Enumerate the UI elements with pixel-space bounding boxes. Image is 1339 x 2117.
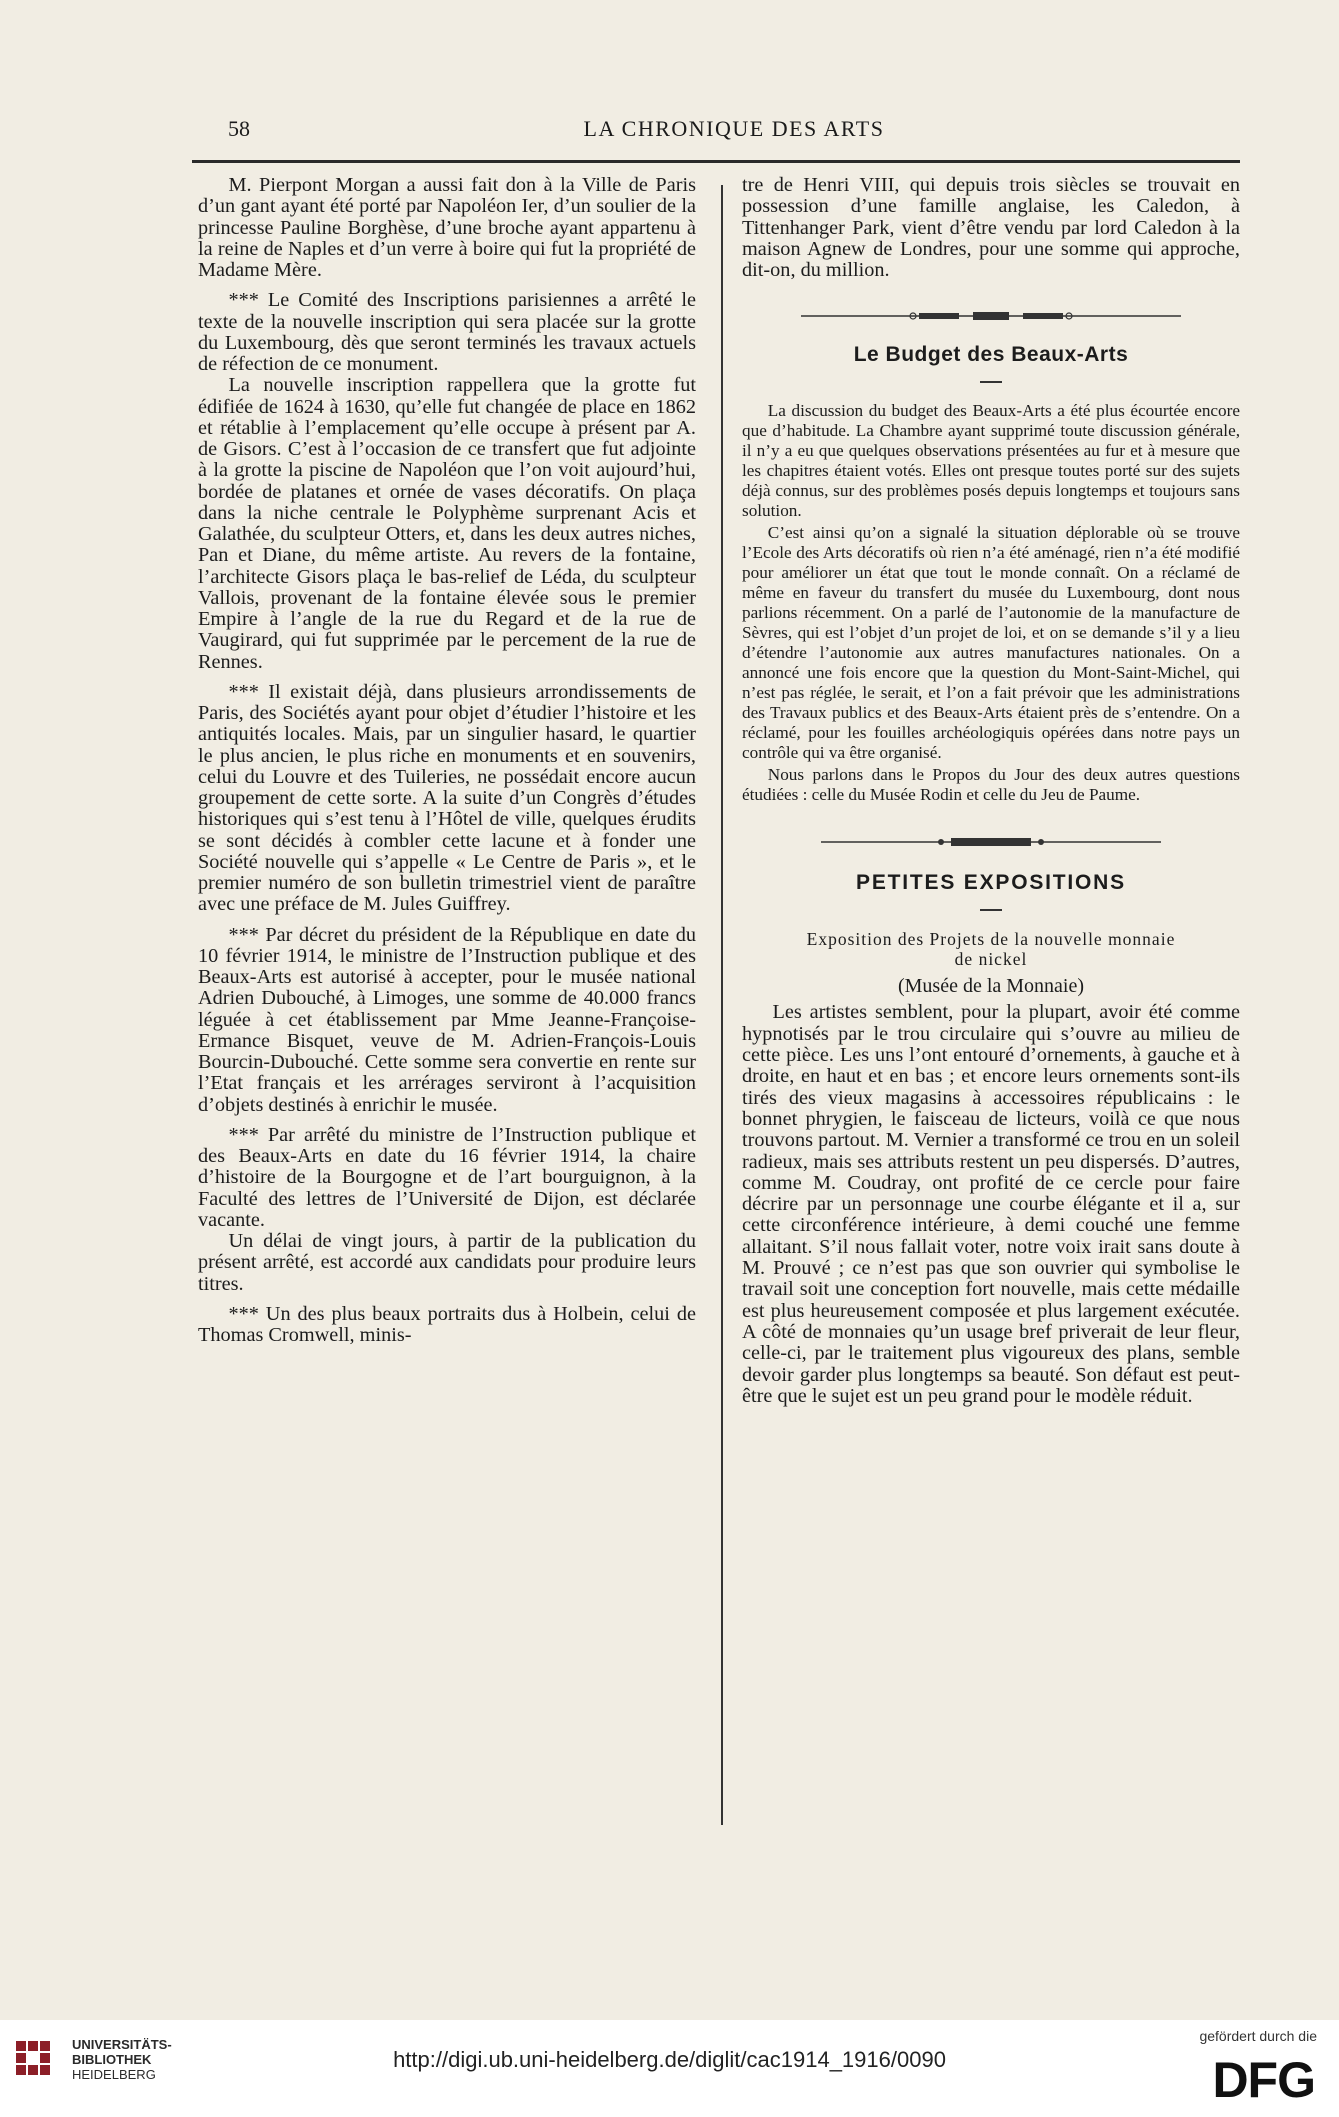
permalink-url[interactable]: http://digi.ub.uni-heidelberg.de/diglit/cac1914_1916/0090 [393,2047,946,2072]
exposition-venue: (Musée de la Monnaie) [897,975,1085,998]
library-name-line: BIBLIOTHEK [72,2052,152,2067]
library-name-line: HEIDELBERG [72,2067,156,2082]
paragraph-centre-de-paris: *** Il existait déjà, dans plusieurs arrondissements de Paris, des Sociétés ayant pour objet d’étudier l’histoire et les antiquités locales. Mais, par un singulier hasard, le quartier le plus ancien, le plus riche en monuments et en souvenirs, celui du Louvre et des Tuileries, ne possédait encore aucun groupement de cette sorte. A la suite d’un Congrès d’études historiques qui s’est tenu à l’Hôtel de ville, quelques érudits se sont décidés à combler cette lacune et à fonder une Société nouvelle qui s’appelle « Le Centre de Paris », et le premier numéro de son bulletin trimestriel vient de paraître avec une préface de M. Jules Guiffrey. [198,680,696,916]
budget-section-title: Le Budget des Beaux-Arts [853,343,1129,367]
paragraph-dijon: *** Par arrêté du ministre de l’Instruction publique et des Beaux-Arts en date du 16 février 1914, la chaire d’histoire de la Bourgogne et de l’art bourguignon, à la Faculté des lettres de l’Université de Dijon, est déclarée vacante. [198,1123,696,1231]
dfg-logo-text: DFG [1212,2052,1315,2105]
budget-paragraph-2: C’est ainsi qu’on a signalé la situation déplorable où se trouve l’Ecole des Arts décoratifs où rien n’a été aménagé, rien n’a été modifié pour améliorer un état que tout le monde connaît. On a réclamé de même en faveur du transfert du musée du Luxembourg, dont nous parlions récemment. On a parlé de l’autonomie de la manufacture de Sèvres, qui est l’objet d’un projet de loi, et on se demande s’il y a lieu d’étendre l’autonomie aux autres manufactures nationales. On a annoncé une fois encore que la question du Mont-Saint-Michel, qui n’est pas réglée, le serait, et l’on a fait prévoir que les administrations des Travaux publics et des Beaux-Arts étaient près de s’entendre. On a réclamé, pour les fouilles archéologiquis opérées dans notre pays un contrôle qui va être organisé. [742,523,1240,763]
page-number: 58 [228,116,250,141]
page-header [228,112,1240,142]
exposition-heading-continued: de nickel [954,949,1028,970]
journal-title: LA CHRONIQUE DES ARTS [583,116,885,141]
ornament-divider [801,835,1181,849]
library-name-line: UNIVERSITÄTS- [72,2037,172,2052]
dfg-logo-icon [1167,2049,1317,2105]
paragraph-holbein: *** Un des plus beaux portraits dus à Holbein, celui de Thomas Cromwell, minis- [198,1302,696,1346]
paragraph-dubouche: *** Par décret du président de la République en date du 10 février 1914, le ministre de l’Instruction publique et des Beaux-Arts est autorisé à accepter, pour le musée national Adrien Dubouché, à Limoges, une somme de 40.000 francs léguée à cet établissement par Mme Jeanne-Françoise-Ermance Bisquet, veuve de M. Adrien-François-Louis Bourcin-Dubouché. Cette somme sera convertie en rente sur l’Etat français et les arrérages serviront à l’acquisition d’objets destinés à enrichir le musée. [198,923,696,1116]
paragraph-grotte: La nouvelle inscription rappellera que la grotte fut édifiée de 1624 à 1630, qu’elle fut changée de place en 1862 et rétablie à l’emplacement qu’elle occupe à présent par A. de Gisors. C’est à l’occasion de ce transfert que fut adjointe à la grotte la piscine de Napoléon que l’on voit aujourd’hui, bordée de platanes et ornée de vases décoratifs. On plaça dans la niche centrale le Polyphème surprenant Acis et Galathée, du sculpteur Otters, et, dans les deux autres niches, Pan et Diane, du même artiste. Au revers de la fontaine, l’architecte Gisors plaça le bas-relief de Léda, du sculpteur Vallois, provenant de la fontaine élevée sous le premier Empire à l’angle de la rue du Regard et de la rue de Vaugirard, qui fut supprimée par le percement de la rue de Rennes. [198,374,696,673]
right-column [742,175,1240,1407]
title-dash [980,381,1002,383]
column-separator [721,185,723,1825]
funding-note: gefördert durch die [1199,2028,1317,2044]
ornament-divider [801,309,1181,323]
paragraph-inscriptions: *** Le Comité des Inscriptions parisiennes a arrêté le texte de la nouvelle inscription qui sera placée sur la grotte du Luxembourg, dès que seront terminés les travaux actuels de réfection de ce monument. [198,289,696,375]
exposition-heading: Exposition des Projets de la nouvelle monnaie [806,929,1176,950]
expositions-section-title: PETITES EXPOSITIONS [856,871,1126,895]
budget-paragraph-1: La discussion du budget des Beaux-Arts a été plus écourtée encore que d’habitude. La Chambre ayant supprimé toute discussion générale, il n’y a eu que quelques observations présentées au fur et à mesure que les chapitres étaient votés. Elles ont presque toutes porté sur des sujets déjà connus, sur des problèmes posés depuis longtemps et toujours sans solution. [742,401,1240,521]
budget-paragraph-3: Nous parlons dans le Propos du Jour des deux autres questions étudiées : celle du Musée Rodin et celle du Jeu de Paume. [742,765,1240,805]
paragraph-morgan: M. Pierpont Morgan a aussi fait don à la Ville de Paris d’un gant ayant été porté par Napoléon Ier, d’un soulier de la princesse Pauline Borghèse, d’une broche ayant appartenu à la reine de Naples et d’un verre à boire qui fut la propriété de Madame Mère. [198,174,696,281]
paragraph-holbein-continued: tre de Henri VIII, qui depuis trois siècles se trouvait en possession d’une famille anglaise, les Caledon, à Tittenhanger Park, vient d’être vendu par lord Caledon à la maison Agnew de Londres, pour une somme qui approche, dit-on, du million. [742,174,1240,282]
header-rule [192,160,1240,163]
left-column [198,175,696,1346]
paragraph-delai: Un délai de vingt jours, à partir de la publication du présent arrêté, est accordé aux candidats pour produire leurs titres. [198,1230,696,1295]
exposition-paragraph: Les artistes semblent, pour la plupart, avoir été comme hypnotisés par le trou circulaire qui s’ouvre au milieu de cette pièce. Les uns l’ont entouré d’ornements, à gauche et à droite, en haut et en bas ; et encore leurs ornements sont-ils tirés des vieux magasins à accessoires républicains : le bonnet phrygien, le faisceau de licteurs, voilà ce que nous trouvons partout. M. Vernier a transformé ce trou en un soleil radieux, mais ses attributs restent un peu dispersés. D’autres, comme M. Coudray, ont profité de ce cercle pour faire décrire par un personnage une courbe élégante et il a, sur cette circonférence intérieure, à demi couché une femme allaitant. S’il nous fallait voter, notre voix irait sans doute à M. Prouvé ; ce n’est pas que son ouvrier qui symbolise le travail soit une conception fort nouvelle, mais cette médaille est plus heureusement composée et plus largement exécutée. A côté de monnaies qu’un usage bref priverait de leur fleur, celle-ci, par le traitement plus vigoureux des plans, semble devoir garder plus longtemps sa beauté. Son défaut est peut-être que le sujet est un peu grand pour le modèle réduit. [742,1001,1240,1407]
title-dash [980,909,1002,911]
